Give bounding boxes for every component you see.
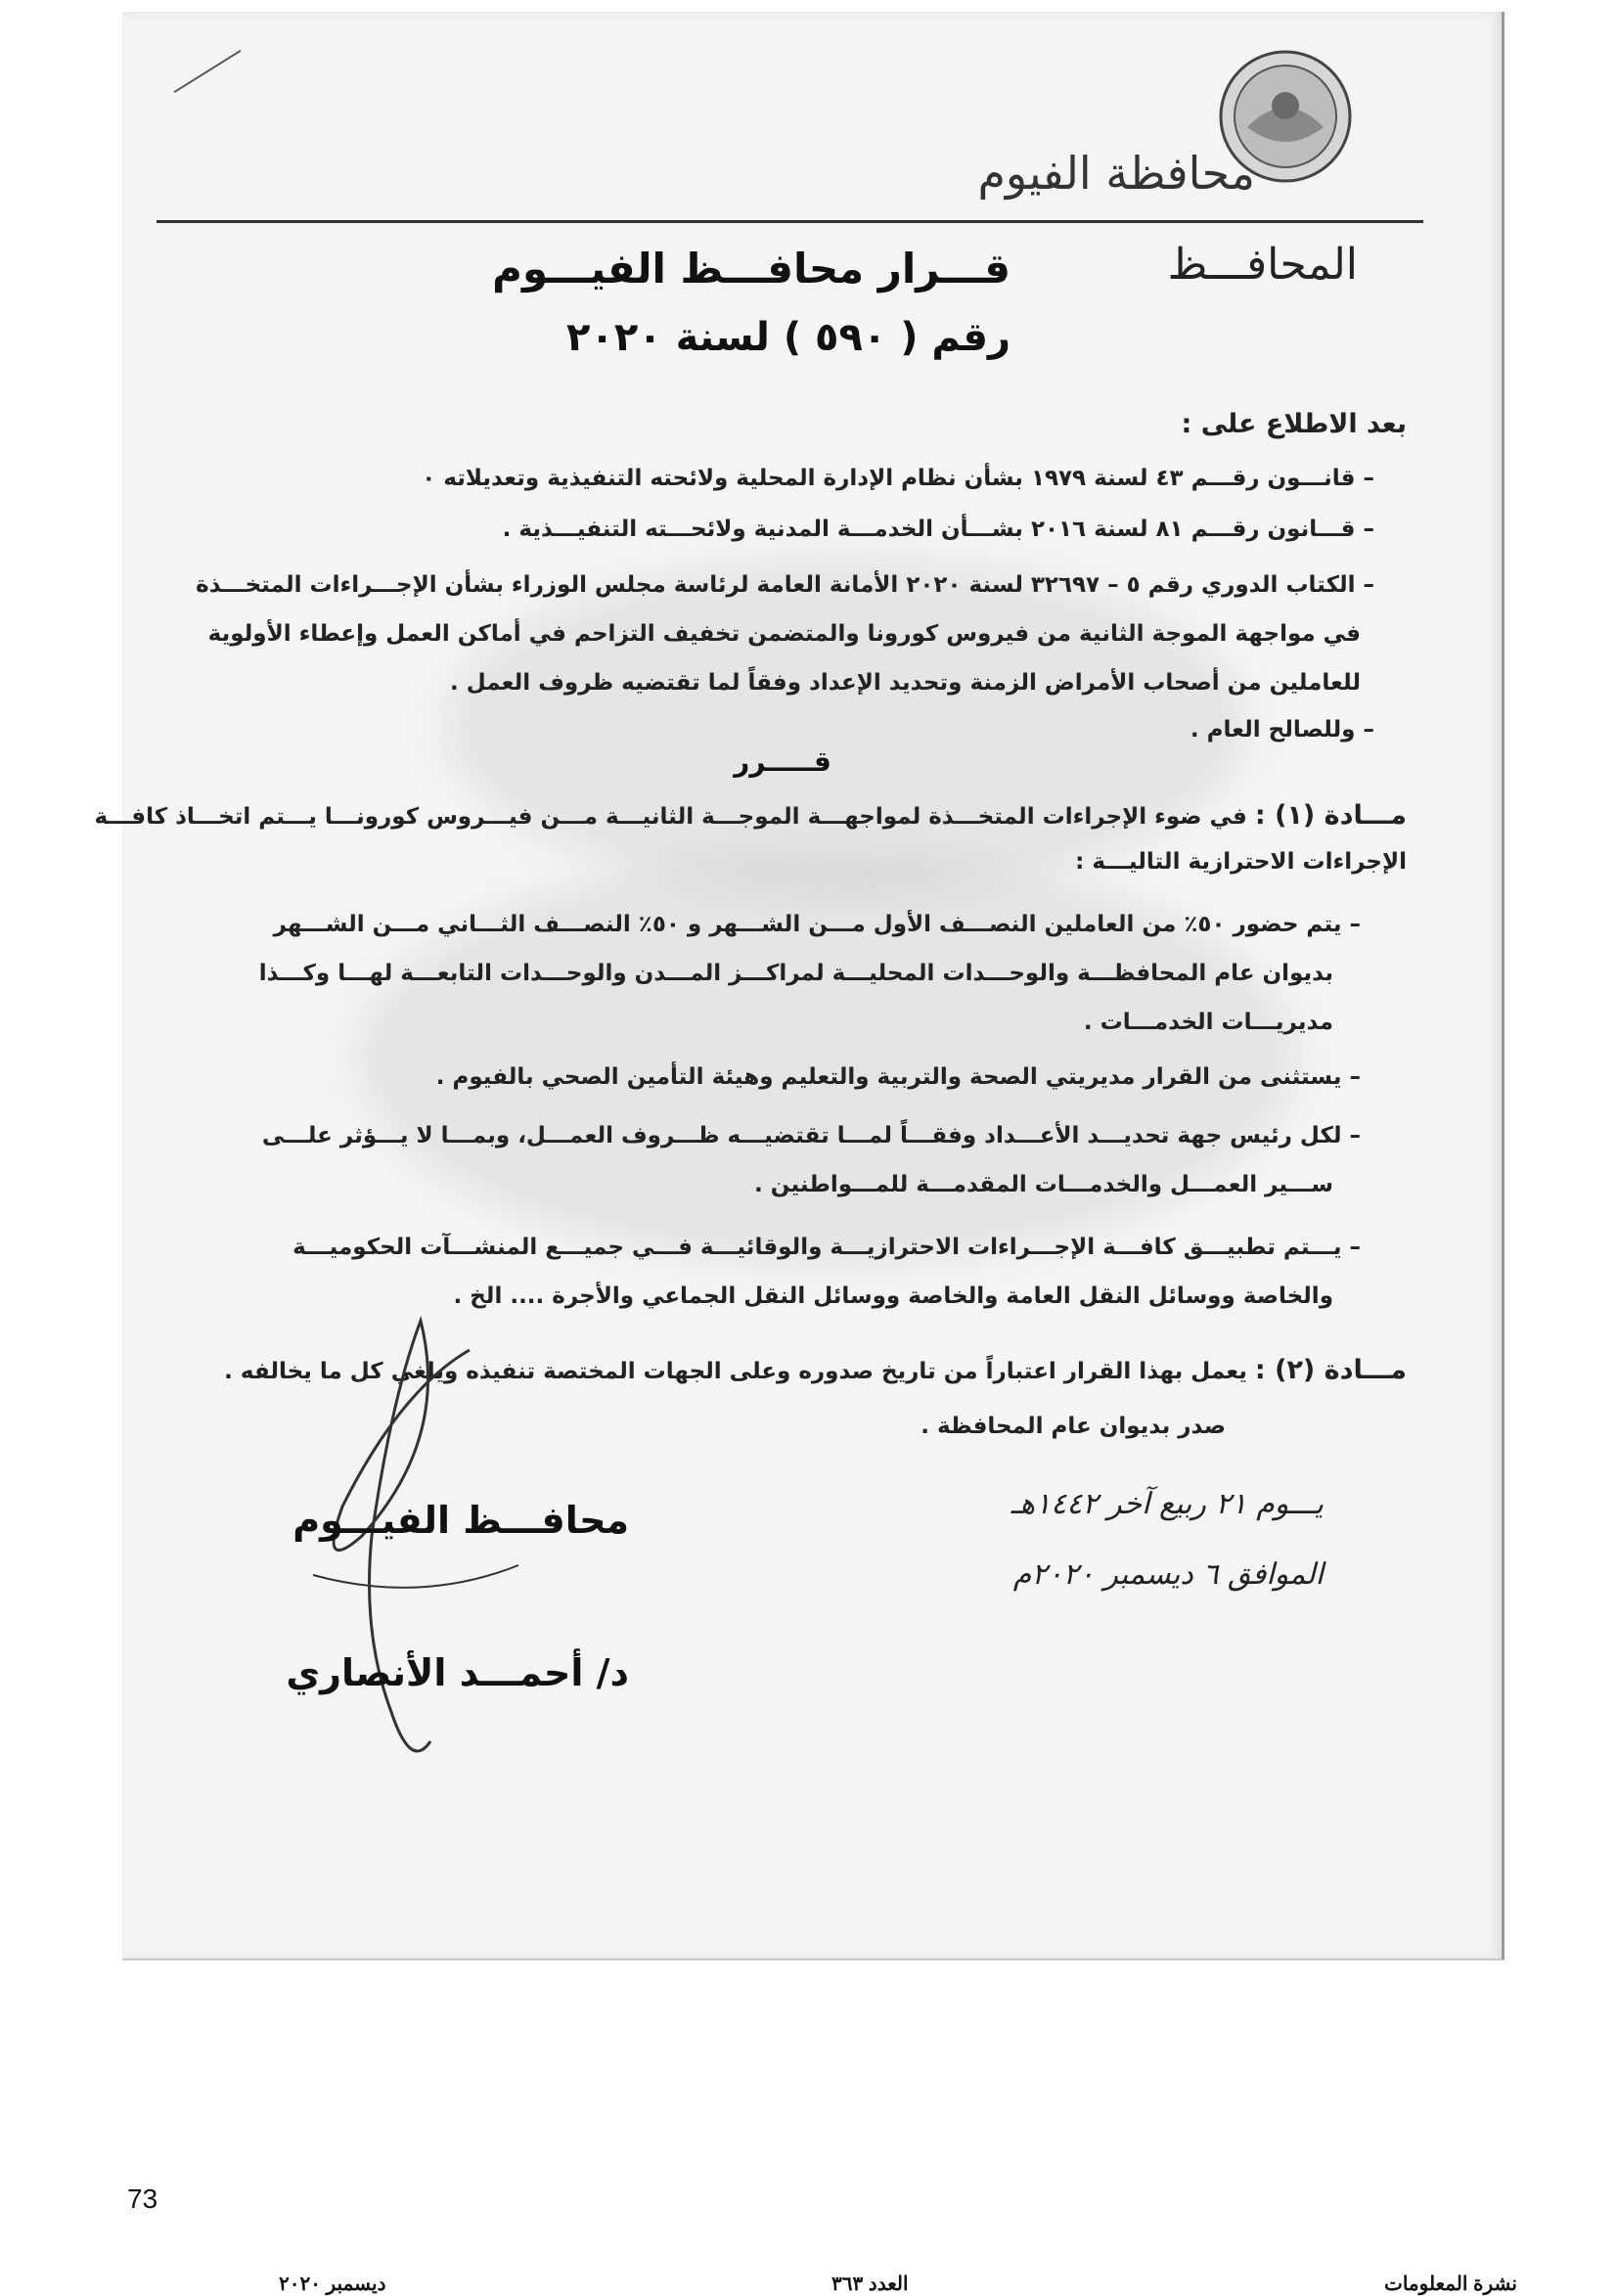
article-1-line: الإجراءات الاحترازية التاليـــة : [1075, 849, 1407, 875]
hijri-date: يـــوم ٢١ ربيع آخر ١٤٤٢هـ [1011, 1487, 1324, 1521]
governorate-name: محافظة الفيوم [977, 147, 1255, 200]
decided-heading: قـــــرر [734, 745, 831, 778]
article-1-bullet: – يستثنى من القرار مديريتي الصحة والتربية والتعليم وهيئة التأمين الصحي بالفيوم . [435, 1064, 1361, 1090]
footer-date: ديسمبر ٢٠٢٠ [279, 2273, 386, 2295]
article-2-label: مـــادة (٢) : [1254, 1355, 1407, 1385]
preamble-item: – الكتاب الدوري رقم ٥ – ٣٢٦٩٧ لسنة ٢٠٢٠ الأمانة العامة لرئاسة مجلس الوزراء بشأن الإجـــراءات المتخـــذة [196, 572, 1374, 598]
article-1-bullet-cont: ســـير العمـــل والخدمـــات المقدمـــة للمـــواطنين . [754, 1172, 1333, 1197]
gregorian-date: الموافق ٦ ديسمبر ٢٠٢٠م [1012, 1557, 1324, 1592]
preamble-item-cont: في مواجهة الموجة الثانية من فيروس كورونا والمتضمن تخفيف التزاحم في أماكن العمل وإعطاء الأولوية [207, 621, 1361, 647]
article-1-label: مـــادة (١) : [1254, 800, 1407, 831]
preamble-item: – وللصالح العام . [1190, 717, 1374, 743]
office-title: المحافـــظ [1167, 240, 1358, 290]
footer-issue: العدد ٣٦٣ [831, 2273, 909, 2295]
signature-name: د/ أحمـــد الأنصاري [286, 1651, 629, 1694]
footer-publication: نشرة المعلومات [1384, 2273, 1517, 2295]
preamble-item: – قـــانون رقـــم ٨١ لسنة ٢٠١٦ بشـــأن الخدمـــة المدنية ولائحـــته التنفيـــذية . [502, 517, 1374, 542]
decision-title: قـــرار محافـــظ الفيـــوم [492, 245, 1011, 293]
preamble-item-cont: للعاملين من أصحاب الأمراض الزمنة وتحديد الإعداد وفقاً لما تقتضيه ظروف العمل . [449, 670, 1361, 696]
article-1-bullet: – لكل رئيس جهة تحديـــد الأعـــداد وفقـــاً لمـــا تقتضيـــه ظـــروف العمـــل، وبمـــا لا يـــؤثر علـــى [261, 1123, 1361, 1148]
signature-title: محافـــظ الفيـــوم [292, 1499, 629, 1542]
preamble-heading: بعد الاطلاع على : [1181, 409, 1407, 439]
decision-number: رقم ( ٥٩٠ ) لسنة ٢٠٢٠ [566, 315, 1011, 360]
preamble-item: – قانـــون رقـــم ٤٣ لسنة ١٩٧٩ بشأن نظام الإدارة المحلية ولائحته التنفيذية وتعديلاته ٠ [422, 466, 1374, 491]
article-1-line: مـــادة (١) : في ضوء الإجراءات المتخـــذة لمواجهـــة الموجـــة الثانيـــة مـــن فيـــروس كورونـــا يـــتم اتخـــاذ كافـــة [94, 800, 1407, 831]
article-1-bullet-cont: بديوان عام المحافظـــة والوحـــدات المحليـــة لمراكـــز المـــدن والوحـــدات التابعـــة لهـــا وكـــذا [258, 961, 1333, 986]
article-1-bullet-cont: والخاصة ووسائل النقل العامة والخاصة ووسائل النقل الجماعي والأجرة .... الخ . [453, 1283, 1333, 1309]
page-number: 73 [127, 2183, 158, 2214]
header-divider [157, 220, 1423, 223]
article-1-bullet: – يتم حضور ٥٠٪ من العاملين النصـــف الأول مـــن الشـــهر و ٥٠٪ النصـــف الثـــاني مـــن الشـــهر [273, 912, 1361, 937]
article-2: مـــادة (٢) : يعمل بهذا القرار اعتباراً من تاريخ صدوره وعلى الجهات المختصة تنفيذه ويلغي كل ما يخالفه . [224, 1355, 1407, 1385]
issued-at: صدر بديوان عام المحافظة . [921, 1414, 1226, 1439]
article-1-bullet-cont: مديريـــات الخدمـــات . [1083, 1010, 1333, 1035]
article-1-bullet: – يـــتم تطبيـــق كافـــة الإجـــراءات الاحترازيـــة والوقائيـــة فـــي جميـــع المنشـــآت الحكوميـــة [292, 1235, 1361, 1260]
